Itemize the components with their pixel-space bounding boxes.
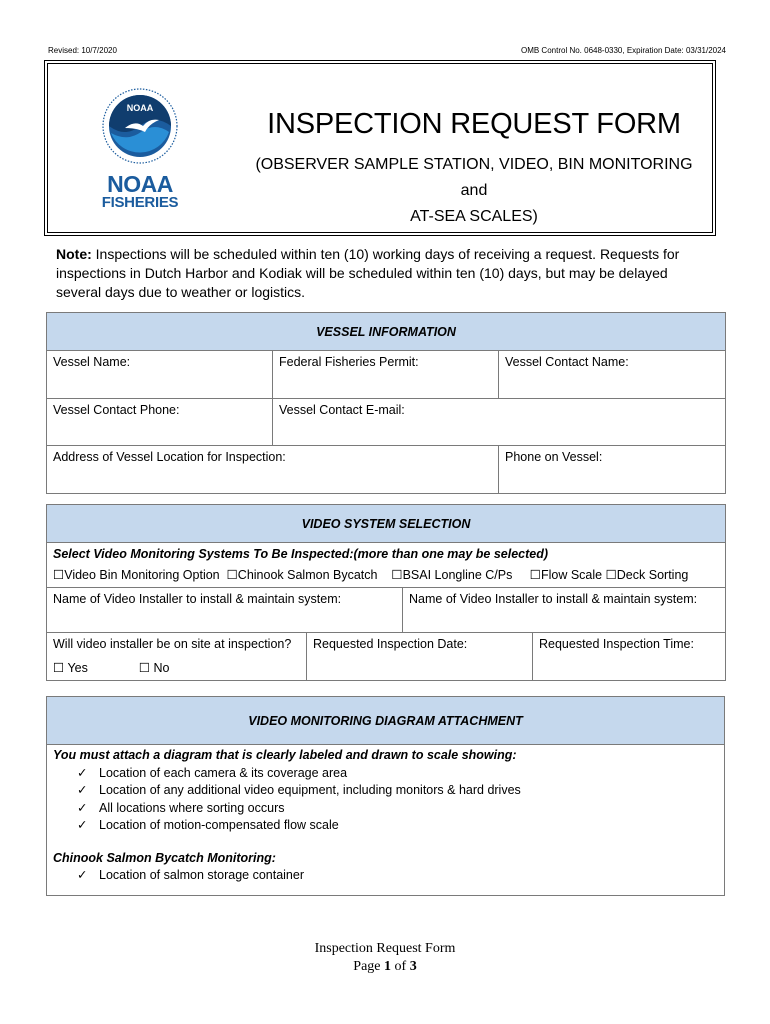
list-item: ✓ Location of any additional video equipment, including monitors & hard drives <box>77 782 718 800</box>
video-select-prompt: Select Video Monitoring Systems To Be Inspected:(more than one may be selected) <box>53 547 549 561</box>
video-installer-label-2: Name of Video Installer to install & maintain system: <box>409 592 698 606</box>
requested-time-label: Requested Inspection Time: <box>539 637 694 651</box>
list-item: ✓ Location of motion-compensated flow scale <box>77 817 718 835</box>
vessel-address-label: Address of Vessel Location for Inspection: <box>53 450 286 464</box>
list-item: ✓ Location of salmon storage container <box>77 867 718 885</box>
requested-date-field[interactable] <box>307 633 533 681</box>
subtitle-line-2: AT-SEA SCALES) <box>410 208 538 225</box>
note-text: Inspections will be scheduled within ten (10) working days of receiving a request. Requests for inspections in Dutch Harbor and Kodiak will be scheduled within ten (10) days, but may be delayed several days due to weather or logistics. <box>56 246 680 300</box>
check-icon: ✓ <box>77 783 88 797</box>
diagram-attachment-heading: VIDEO MONITORING DIAGRAM ATTACHMENT <box>47 697 725 745</box>
vessel-name-field[interactable] <box>47 351 273 399</box>
form-title: INSPECTION REQUEST FORM <box>267 108 681 140</box>
option-chinook-salmon-bycatch[interactable]: ☐Chinook Salmon Bycatch <box>226 568 378 582</box>
vessel-name-label: Vessel Name: <box>53 355 131 369</box>
installer-onsite-question: Will video installer be on site at inspection? <box>53 637 292 651</box>
form-header-box <box>44 60 716 236</box>
chinook-heading: Chinook Salmon Bycatch Monitoring: <box>53 850 276 865</box>
vessel-information-section <box>46 312 726 494</box>
phone-on-vessel-field[interactable] <box>499 446 726 494</box>
phone-on-vessel-label: Phone on Vessel: <box>505 450 603 464</box>
list-item: ✓ Location of each camera & its coverage area <box>77 765 718 783</box>
video-installer-field-2[interactable] <box>403 588 726 633</box>
diagram-intro: You must attach a diagram that is clearly labeled and drawn to scale showing: <box>53 748 517 762</box>
noaa-emblem-icon <box>97 86 183 166</box>
footer-form-name: Inspection Request Form <box>314 941 456 956</box>
option-bsai-longline[interactable]: ☐BSAI Longline C/Ps <box>391 568 513 582</box>
page-footer <box>0 940 770 976</box>
federal-permit-field[interactable] <box>273 351 499 399</box>
logo-text-fisheries: FISHERIES <box>101 194 179 211</box>
federal-permit-label: Federal Fisheries Permit: <box>279 355 419 369</box>
installer-onsite-yes-checkbox[interactable]: ☐ Yes <box>53 661 88 675</box>
subtitle-line-1: (OBSERVER SAMPLE STATION, VIDEO, BIN MONITORING and <box>255 156 693 199</box>
svg-text:NOAA: NOAA <box>126 103 154 113</box>
logo-text-noaa: NOAA <box>107 171 173 197</box>
diagram-attachment-section <box>46 696 725 896</box>
form-subtitle <box>244 152 704 230</box>
option-video-bin-monitoring[interactable]: ☐Video Bin Monitoring Option <box>53 568 220 582</box>
vessel-address-field[interactable] <box>47 446 499 494</box>
check-icon: ✓ <box>77 868 88 882</box>
video-system-section <box>46 504 726 681</box>
video-options-cell <box>47 543 726 588</box>
revised-date: Revised: 10/7/2020 <box>48 46 117 55</box>
list-item: ✓ All locations where sorting occurs <box>77 800 718 818</box>
video-installer-label-1: Name of Video Installer to install & maintain system: <box>53 592 342 606</box>
installer-onsite-field <box>47 633 307 681</box>
vessel-contact-email-label: Vessel Contact E-mail: <box>279 403 405 417</box>
vessel-information-heading: VESSEL INFORMATION <box>47 313 726 351</box>
diagram-requirements-cell <box>47 745 725 896</box>
scheduling-note <box>56 245 716 302</box>
requested-date-label: Requested Inspection Date: <box>313 637 468 651</box>
check-icon: ✓ <box>77 818 88 832</box>
vessel-contact-name-label: Vessel Contact Name: <box>505 355 629 369</box>
note-label: Note: <box>56 246 92 262</box>
vessel-contact-phone-field[interactable] <box>47 399 273 446</box>
option-deck-sorting[interactable]: ☐Deck Sorting <box>605 568 689 582</box>
check-icon: ✓ <box>77 800 88 815</box>
page-number: Page 1 of 3 <box>353 959 417 974</box>
requested-time-field[interactable] <box>533 633 726 681</box>
omb-control-number: OMB Control No. 0648-0330, Expiration Date: 03/31/2024 <box>520 46 726 55</box>
chinook-checklist <box>53 867 718 885</box>
vessel-contact-name-field[interactable] <box>499 351 726 399</box>
video-options-row <box>53 567 719 584</box>
check-icon: ✓ <box>77 765 88 780</box>
noaa-fisheries-logo <box>96 86 184 211</box>
diagram-checklist <box>53 765 718 835</box>
vessel-contact-email-field[interactable] <box>273 399 726 446</box>
vessel-contact-phone-label: Vessel Contact Phone: <box>53 403 180 417</box>
video-system-heading: VIDEO SYSTEM SELECTION <box>47 505 726 543</box>
installer-onsite-no-checkbox[interactable]: ☐ No <box>138 661 170 675</box>
option-flow-scale[interactable]: ☐Flow Scale <box>529 568 603 582</box>
video-installer-field-1[interactable] <box>47 588 403 633</box>
